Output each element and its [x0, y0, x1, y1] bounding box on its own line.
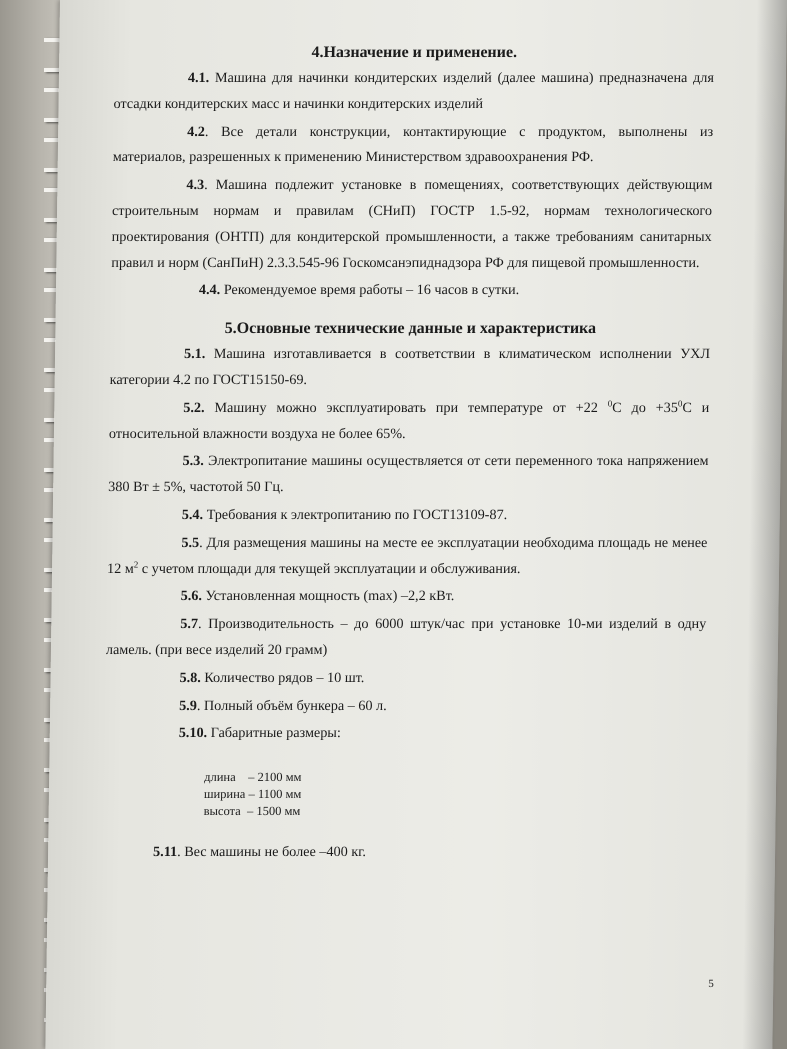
item-4-3	[111, 173, 712, 276]
item-5-10	[105, 721, 705, 747]
item-text: Машина для начинки кондитерских изделий (далее машина) предназначена для отсадки кондитерских масс и начинки кондитерских изделий	[113, 70, 715, 112]
superscript-square: 2	[133, 558, 139, 569]
item-5-8	[105, 666, 705, 692]
document-page	[45, 0, 787, 1049]
superscript-degree: 0	[677, 398, 683, 409]
item-text: Электропитание машины осуществляется от сети переменного тока напряжением 380 Вт ± 5%, частотой 50 Гц.	[108, 453, 709, 496]
item-text: . Полный объём бункера – 60 л.	[196, 697, 387, 714]
item-number: 5.8.	[179, 669, 201, 686]
dimensions-list	[204, 769, 705, 820]
item-number: 5.5	[181, 534, 200, 551]
item-5-2	[109, 396, 710, 448]
item-number: 5.6.	[180, 588, 203, 605]
section-5-title: 5.Основные технические данные и характеристика	[224, 320, 597, 338]
item-number: 4.1.	[187, 70, 210, 86]
item-number: 5.11	[152, 844, 178, 861]
item-text: . Все детали конструкции, контактирующие с продуктом, выполнены из материалов, разрешенных к применению Министерством здравоохранения РФ.	[112, 123, 714, 166]
page-text	[103, 40, 715, 868]
item-text: . Производительность – до 6000 штук/час при установке 10-ми изделий в одну ламель. (при весе изделий 20 грамм)	[105, 616, 707, 658]
item-5-11	[153, 840, 703, 866]
dimension-height: высота – 1500 мм	[203, 804, 301, 819]
item-text: С до +35	[612, 399, 679, 416]
item-number: 5.9	[179, 697, 197, 714]
superscript-degree: 0	[607, 398, 613, 409]
item-5-1	[110, 342, 711, 394]
item-number: 5.7	[180, 616, 199, 633]
item-number: 4.4.	[198, 282, 221, 299]
item-4-2	[113, 120, 714, 172]
item-number: 4.3	[186, 177, 205, 194]
item-text: Рекомендуемое время работы – 16 часов в сутки.	[220, 282, 520, 299]
item-text: Требования к электропитанию по ГОСТ13109-87.	[202, 506, 508, 523]
item-number: 5.1.	[183, 346, 206, 363]
item-text: Установленная мощность (max) –2,2 кВт.	[201, 588, 455, 605]
item-text: С и относительной влажности воздуха не более 65%.	[108, 399, 710, 442]
item-text: Машина изготавливается в соответствии в климатическом исполнении УХЛ категории 4.2 по ГОСТ15150-69.	[109, 346, 711, 388]
item-5-5	[107, 531, 708, 583]
item-text: . Вес машины не более –400 кг.	[177, 844, 367, 861]
item-number: 5.10.	[178, 725, 208, 742]
item-number: 5.3.	[182, 453, 204, 470]
item-4-1	[113, 66, 714, 118]
section-4-title: 4.Назначение и применение.	[311, 44, 518, 61]
item-text: с учетом площади для текущей эксплуатации и обслуживания.	[138, 560, 521, 577]
item-text: . Машина подлежит установке в помещениях, соответствующих действующим строительным нормам и правилам (СНиП) ГОСТР 1.5-92, нормам технологического проектирования (ОНТП) для кондитерской промышленности, а также требованиям санитарных правил и норм (СанПиН) 2.3.3.545-96 Госкомсанэпиднадзора РФ для пищевой промышленности.	[111, 177, 713, 271]
dimension-width: ширина – 1100 мм	[203, 787, 302, 802]
item-number: 4.2	[187, 123, 206, 140]
item-number: 5.2.	[183, 399, 205, 416]
item-5-9	[105, 694, 705, 720]
item-5-6	[106, 584, 706, 610]
item-5-3	[108, 449, 709, 501]
dimension-length: длина – 2100 мм	[204, 770, 302, 785]
item-4-4	[111, 278, 711, 304]
item-text: Машину можно эксплуатировать при температуре от +22	[204, 399, 608, 416]
item-text: Габаритные размеры:	[207, 725, 341, 742]
item-5-7	[106, 612, 707, 664]
item-number: 5.4.	[181, 506, 204, 523]
item-text: . Для размещения машины на месте ее эксплуатации необходима площадь не менее 12 м	[106, 534, 708, 577]
item-5-4	[108, 503, 708, 529]
item-text: Количество рядов – 10 шт.	[200, 669, 365, 686]
page-edge-shadow	[742, 0, 787, 1049]
page-number: 5	[708, 978, 714, 990]
